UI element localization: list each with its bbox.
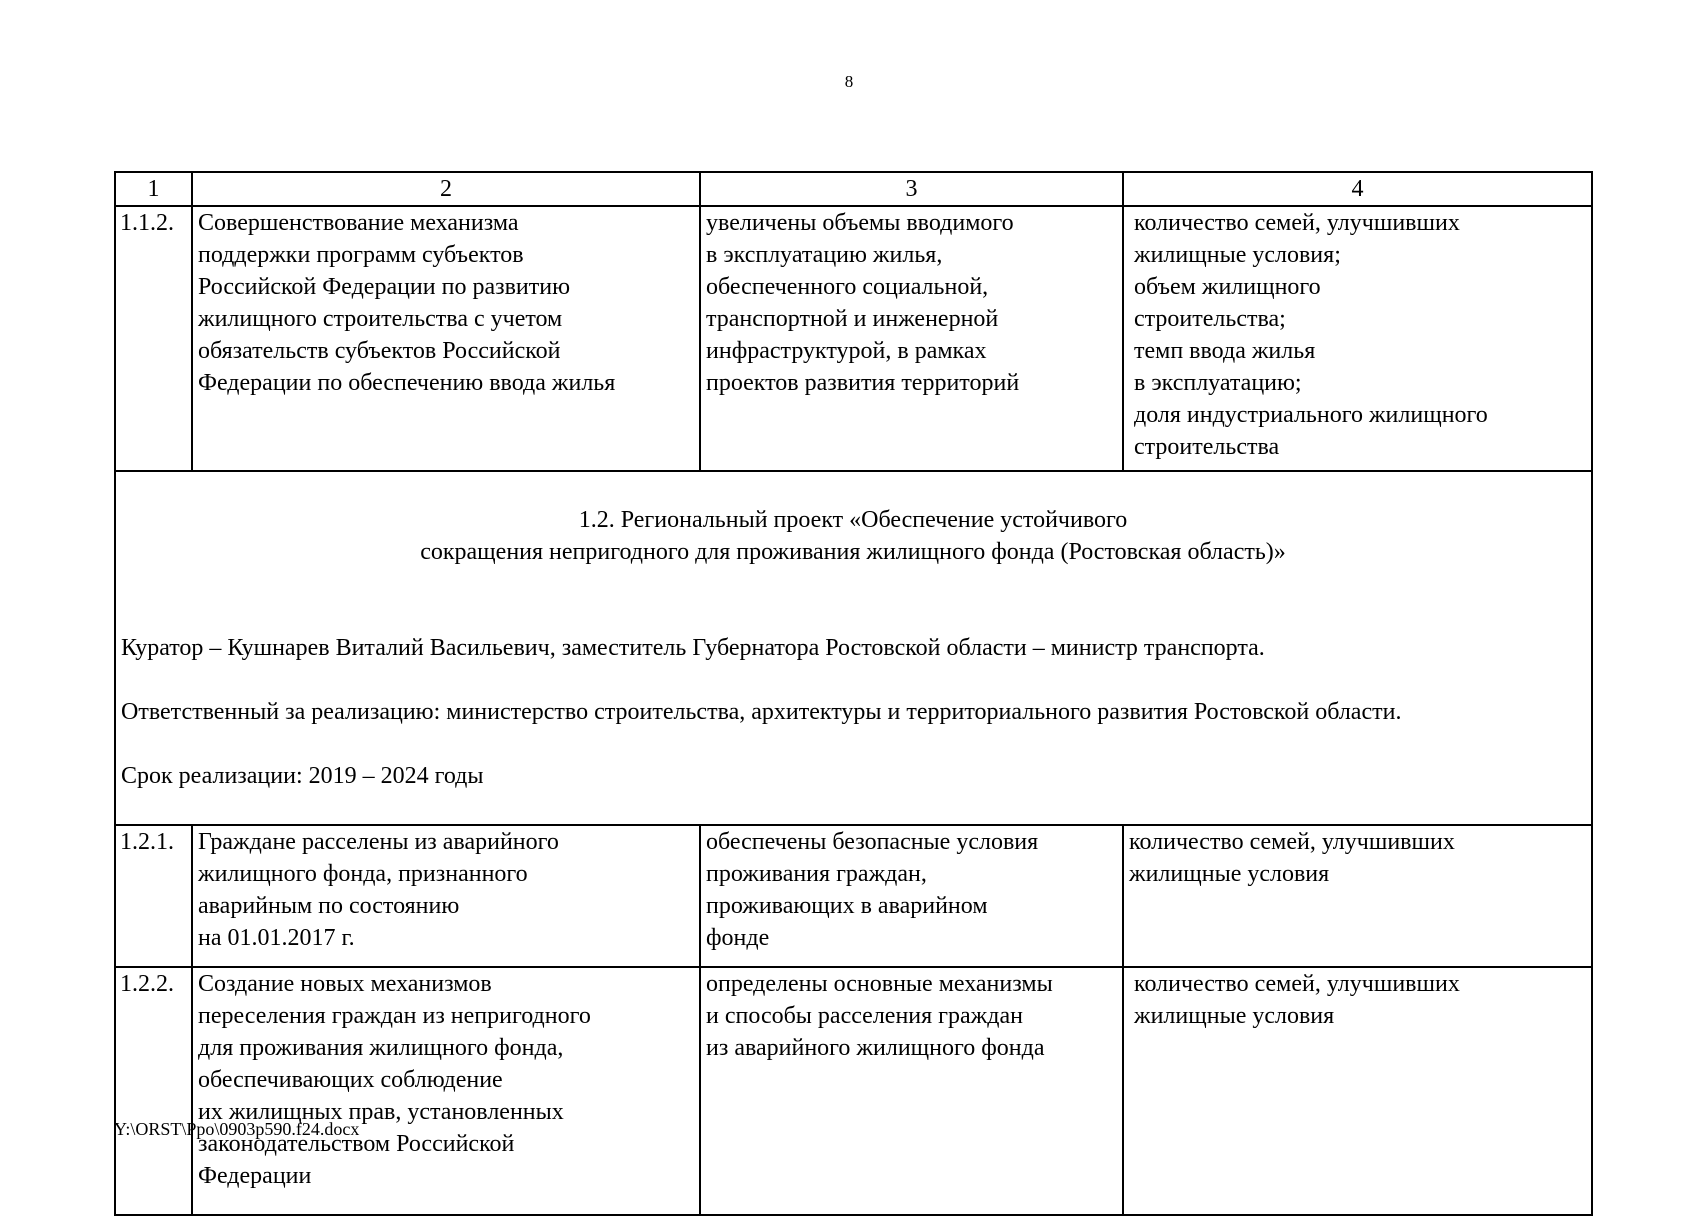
section-curator: Куратор – Кушнарев Виталий Васильевич, заместитель Губернатора Ростовской области – министр транспорта. [121, 635, 1265, 661]
row-number: 1.1.2. [115, 206, 192, 471]
indicator-link: количество семей, улучшивших жилищные условия; объем жилищного строительства; темп ввода жилья в эксплуатацию; доля индустриального жилищного строительства [1123, 206, 1592, 471]
column-header-4: 4 [1123, 172, 1592, 206]
measure-name: Создание новых механизмов переселения граждан из непригодного для проживания жилищного фонда, обеспечивающих соблюдение их жилищных прав, установленных законодательством Российской Федерации [192, 967, 700, 1215]
column-header-2: 2 [192, 172, 700, 206]
table-header-row [115, 172, 1592, 206]
column-header-1: 1 [115, 172, 192, 206]
section-row [115, 471, 1592, 825]
regional-project-section [115, 471, 1592, 825]
expected-result: обеспечены безопасные условия проживания граждан, проживающих в аварийном фонде [700, 825, 1123, 967]
measures-table [114, 171, 1593, 1216]
page-number: 8 [844, 72, 854, 91]
table-row [115, 967, 1592, 1215]
section-title: 1.2. Региональный проект «Обеспечение устойчивого сокращения непригодного для проживания жилищного фонда (Ростовская область)» [420, 507, 1286, 565]
section-term: Срок реализации: 2019 – 2024 годы [121, 763, 484, 789]
table-row [115, 825, 1592, 967]
measure-name: Совершенствование механизма поддержки программ субъектов Российской Федерации по развитию жилищного строительства с учетом обязательств субъектов Российской Федерации по обеспечению ввода жилья [192, 206, 700, 471]
table-row [115, 206, 1592, 471]
section-responsible: Ответственный за реализацию: министерство строительства, архитектуры и территориального развития Ростовской области. [121, 699, 1402, 725]
indicator-link: количество семей, улучшивших жилищные условия [1123, 825, 1592, 967]
expected-result: увеличены объемы вводимого в эксплуатацию жилья, обеспеченного социальной, транспортной и инженерной инфраструктурой, в рамках проектов развития территорий [700, 206, 1123, 471]
row-number: 1.2.1. [115, 825, 192, 967]
row-number: 1.2.2. [115, 967, 192, 1215]
file-path-footer: Y:\ORST\Ppo\0903p590.f24.docx [114, 1119, 360, 1139]
indicator-link: количество семей, улучшивших жилищные условия [1123, 967, 1592, 1215]
expected-result: определены основные механизмы и способы расселения граждан из аварийного жилищного фонда [700, 967, 1123, 1215]
measure-name: Граждане расселены из аварийного жилищного фонда, признанного аварийным по состоянию на 01.01.2017 г. [192, 825, 700, 967]
column-header-3: 3 [700, 172, 1123, 206]
